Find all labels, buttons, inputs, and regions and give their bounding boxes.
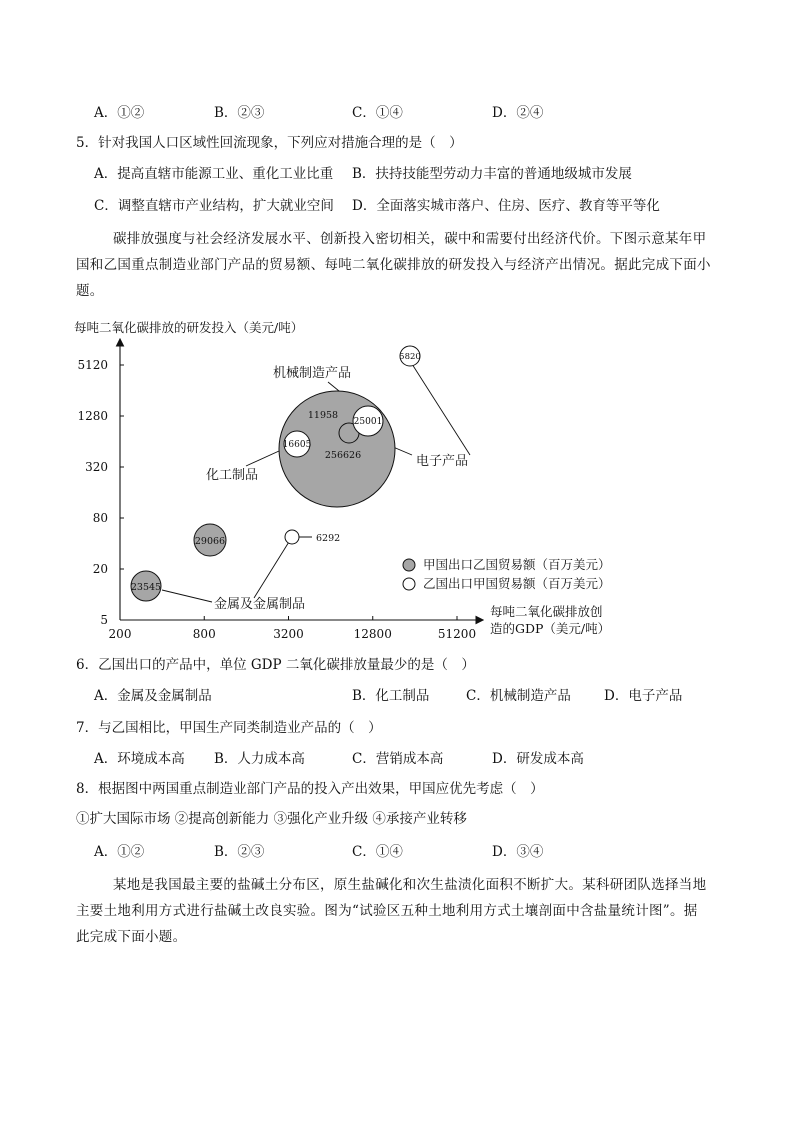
q5-stem: 5．针对我国人口区域性回流现象，下列应对措施合理的是（ ）	[76, 135, 463, 151]
q8-option-a: A．①②	[94, 844, 145, 860]
q8-option-c: C．①④	[352, 844, 403, 860]
x-tick-label: 51200	[437, 627, 477, 641]
x-axis-label-line-2: 造的GDP（美元/吨）	[490, 621, 611, 636]
x-axis-label-line-1: 每吨二氧化碳排放创	[490, 604, 603, 619]
legend-label-a: 甲国出口乙国贸易额（百万美元）	[423, 557, 611, 572]
passage-2-line-3: 此完成下面小题。	[76, 929, 187, 945]
q6-option-a: A．金属及金属制品	[94, 688, 212, 704]
legend-swatch-a	[403, 559, 415, 571]
x-tick-label: 12800	[353, 627, 392, 641]
q8-option-b: B．②③	[214, 844, 265, 860]
passage-2-line-2: 主要土地利用方式进行盐碱土改良实验。图为“试验区五种土地利用方式土壤剖面中含盐量统计图”。据	[76, 903, 698, 919]
value-a-machinery: 256626	[324, 450, 362, 461]
label-metals: 金属及金属制品	[214, 597, 306, 612]
label-electronics: 电子产品	[416, 454, 469, 469]
legend-swatch-b	[403, 578, 415, 590]
q4-option-a: A．①②	[94, 105, 145, 121]
bubble-b-metals	[285, 530, 299, 544]
x-tick-label: 3200	[273, 627, 304, 641]
q6-option-b: B．化工制品	[352, 688, 430, 704]
value-b-machinery: 25001	[353, 417, 383, 427]
x-tick-label: 800	[192, 627, 216, 641]
legend-label-b: 乙国出口甲国贸易额（百万美元）	[423, 576, 611, 591]
q8-choices: ①扩大国际市场 ②提高创新能力 ③强化产业升级 ④承接产业转移	[76, 811, 467, 827]
passage-1-line-3: 题。	[76, 283, 104, 299]
q6-option-c: C．机械制造产品	[466, 688, 571, 704]
leader-metals-a	[162, 590, 212, 602]
y-tick-label: 1280	[77, 409, 108, 423]
value-b-electronics: 5820	[399, 352, 421, 362]
label-machinery: 机械制造产品	[273, 366, 352, 381]
leader-electronics-top	[412, 364, 470, 455]
q7-option-c: C．营销成本高	[352, 751, 444, 767]
leader-metals-to-b	[254, 537, 292, 598]
q7-stem: 7．与乙国相比，甲国生产同类制造业产品的（ ）	[76, 720, 382, 736]
q6-stem: 6．乙国出口的产品中，单位 GDP 二氧化碳排放量最少的是（ ）	[76, 657, 475, 673]
value-b-metals: 6292	[316, 533, 341, 544]
y-tick-label: 80	[92, 511, 108, 525]
label-chemicals: 化工制品	[206, 468, 259, 483]
q5-option-b: B．扶持技能型劳动力丰富的普通地级城市发展	[352, 166, 632, 182]
value-b-chemicals: 16605	[282, 440, 312, 450]
q5-option-d: D．全面落实城市落户、住房、医疗、教育等平等化	[352, 198, 660, 214]
passage-2-line-1: 某地是我国最主要的盐碱土分布区，原生盐碱化和次生盐渍化面积不断扩大。某科研团队选择当地	[113, 877, 707, 893]
value-a-electronics: 11958	[307, 410, 339, 421]
y-tick-label: 5120	[77, 358, 108, 372]
passage-1-line-1: 碳排放强度与社会经济发展水平、创新投入密切相关，碳中和需要付出经济代价。下图示意某年甲	[113, 231, 707, 247]
q7-option-a: A．环境成本高	[94, 751, 185, 767]
y-axis-label: 每吨二氧化碳排放的研发投入（美元/吨）	[74, 320, 304, 335]
q5-option-a: A．提高直辖市能源工业、重化工业比重	[94, 166, 334, 182]
q8-option-d: D．③④	[492, 844, 544, 860]
y-tick-label: 5	[100, 613, 108, 627]
passage-2	[76, 870, 716, 952]
x-tick-label: 200	[108, 627, 132, 641]
value-a-chemicals: 29066	[194, 536, 226, 547]
q7-option-d: D．研发成本高	[492, 751, 584, 767]
q6-option-d: D．电子产品	[604, 688, 683, 704]
q5-option-c: C．调整直辖市产业结构，扩大就业空间	[94, 198, 334, 214]
q7-option-b: B．人力成本高	[214, 751, 305, 767]
y-tick-label: 320	[85, 460, 108, 474]
q4-option-c: C．①④	[352, 105, 403, 121]
passage-1-line-2: 国和乙国重点制造业部门产品的贸易额、每吨二氧化碳排放的研发投入与经济产出情况。据此完成下面小	[76, 257, 711, 273]
y-tick-label: 20	[92, 562, 108, 576]
value-a-metals: 23545	[130, 582, 162, 593]
q4-option-b: B．②③	[214, 105, 265, 121]
q4-option-d: D．②④	[492, 105, 544, 121]
q8-stem: 8．根据图中两国重点制造业部门产品的投入产出效果，甲国应优先考虑（ ）	[76, 781, 544, 797]
